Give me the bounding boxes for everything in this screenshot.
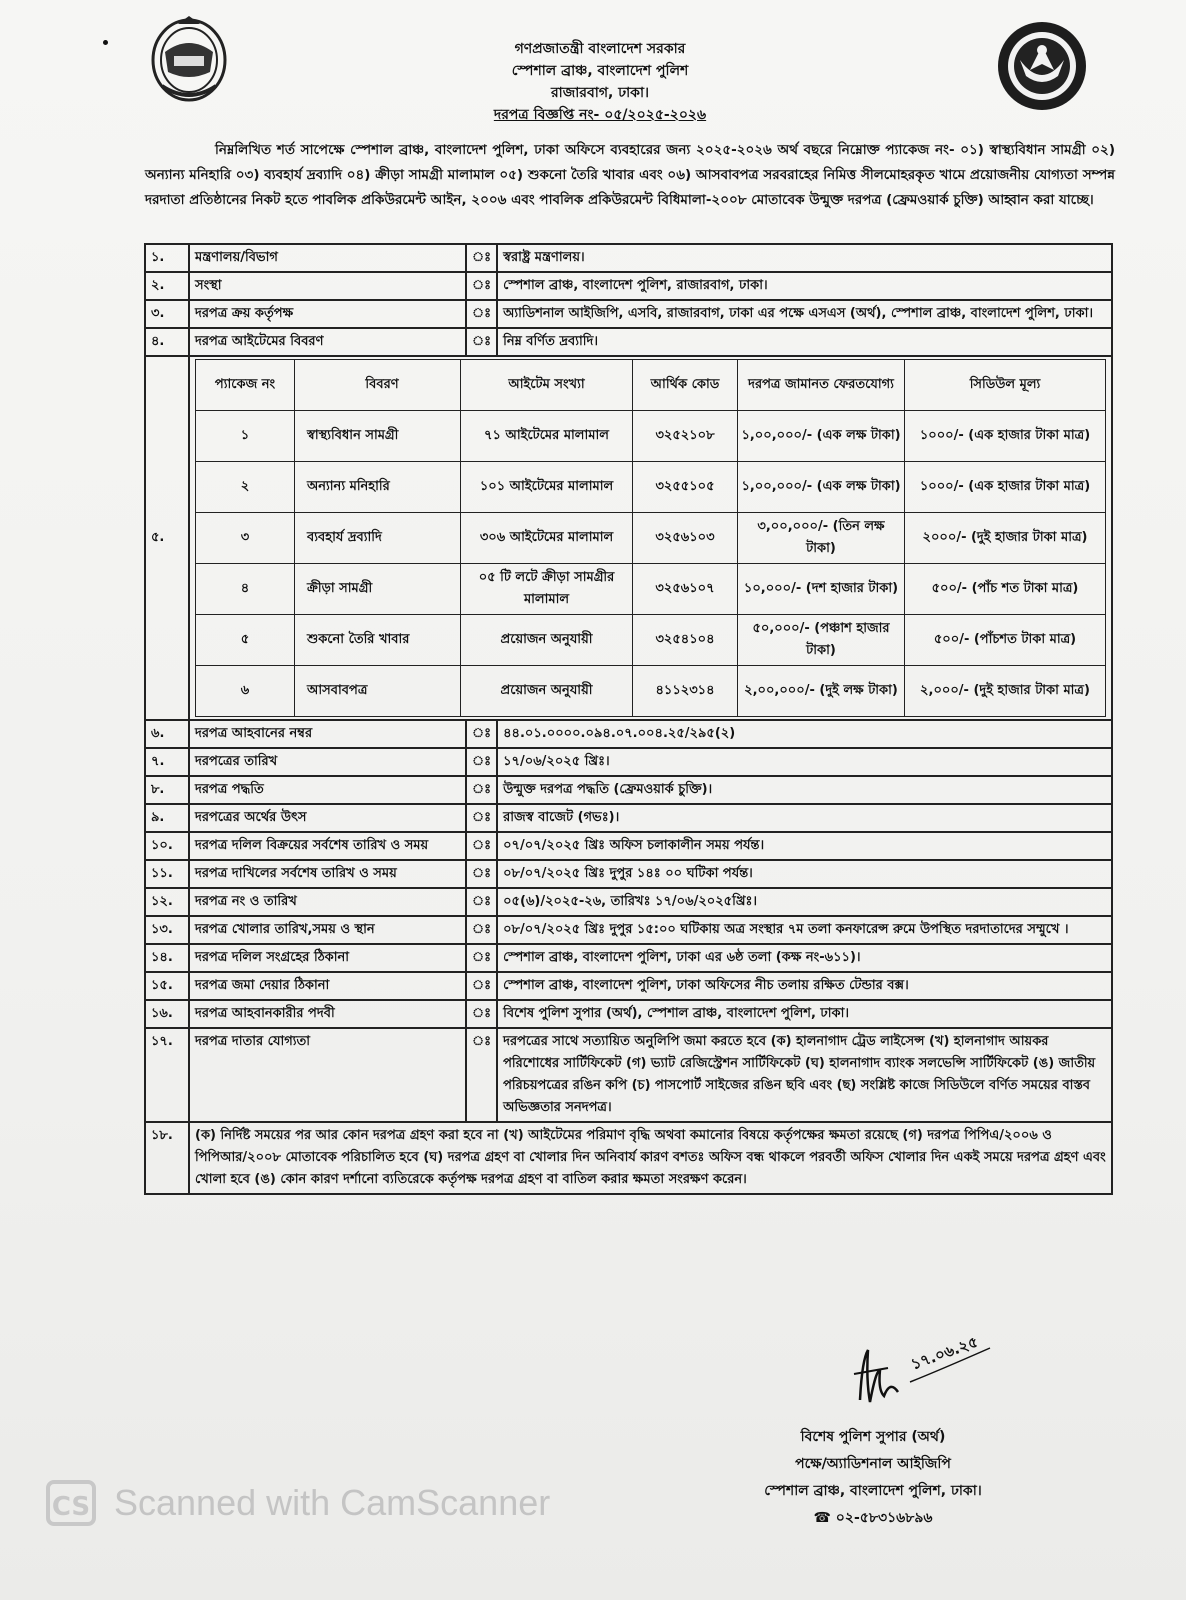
row-value: স্পেশাল ব্রাঞ্চ, বাংলাদেশ পুলিশ, ঢাকা এর ৬ষ্ঠ তলা (কক্ষ নং-৬১১)। <box>497 944 1112 972</box>
package-schedule-price: ৫০০/- (পাঁচশত টাকা মাত্র) <box>905 615 1106 666</box>
signatory-phone <box>718 1505 1028 1532</box>
package-row <box>196 615 1106 666</box>
row-value: স্পেশাল ব্রাঞ্চ, বাংলাদেশ পুলিশ, রাজারবাগ, ঢাকা। <box>497 272 1112 300</box>
row-serial: ১৮. <box>145 1122 189 1194</box>
row-serial: ১৩. <box>145 916 189 944</box>
header-government: গণপ্রজাতন্ত্রী বাংলাদেশ সরকার <box>514 41 686 57</box>
signature-block <box>718 1424 1028 1532</box>
row-colon: ঃ <box>466 832 497 860</box>
camscanner-watermark <box>46 1476 646 1536</box>
package-item-count: ৩০৬ আইটেমের মালামাল <box>461 513 633 564</box>
header-tender-security: দরপত্র জামানত ফেরতযোগ্য <box>738 360 905 411</box>
package-row <box>196 462 1106 513</box>
row-colon: ঃ <box>466 720 497 748</box>
detail-row <box>145 944 1112 972</box>
row-serial: ২. <box>145 272 189 300</box>
detail-row <box>145 1000 1112 1028</box>
row-value: বিশেষ পুলিশ সুপার (অর্থ), স্পেশাল ব্রাঞ্চ, বাংলাদেশ পুলিশ, ঢাকা। <box>497 1000 1112 1028</box>
row-colon: ঃ <box>466 944 497 972</box>
row-serial: ১০. <box>145 832 189 860</box>
package-security: ১,০০,০০০/- (এক লক্ষ টাকা) <box>738 411 905 462</box>
detail-row <box>145 804 1112 832</box>
package-description: ব্যবহার্য দ্রব্যাদি <box>295 513 461 564</box>
package-item-count: ০৫ টি লটে ক্রীড়া সামগ্রীর মালামাল <box>461 564 633 615</box>
row-label: দরপত্র আহবানকারীর পদবী <box>189 1000 466 1028</box>
row-serial: ৪. <box>145 328 189 356</box>
police-emblem-logo <box>148 12 230 104</box>
camscanner-text: Scanned with CamScanner <box>114 1482 551 1523</box>
intro-paragraph: নিম্নলিখিত শর্ত সাপেক্ষে স্পেশাল ব্রাঞ্চ, বাংলাদেশ পুলিশ, ঢাকা অফিসে ব্যবহারের জন্য ২০২৫-২০২৬ অর্থ বছরে নিম্নোক্ত প্যাকেজ নং- ০১) স্বাস্থ্যবিধান সামগ্রী ০২) অন্যান্য মনিহারি ০৩) ব্যবহার্য দ্রব্যাদি ০৪) ক্রীড়া সামগ্রী মালামাল ০৫) শুকনো তৈরি খাবার এবং ০৬) আসবাবপত্র সরবরাহের নিমিত্ত সীলমোহরকৃত খামে প্রয়োজনীয় যোগ্যতা সম্পন্ন দরদাতা প্রতিষ্ঠানের নিকট হতে পাবলিক প্রকিউরমেন্ট আইন, ২০০৬ এবং পাবলিক প্রকিউরমেন্ট বিধিমালা-২০০৮ মোতাবেক উন্মুক্ত দরপত্র (ফ্রেমওয়ার্ক চুক্তি) আহ্বান করা যাচ্ছে। <box>145 142 1115 208</box>
detail-row <box>145 748 1112 776</box>
package-item-count: ৭১ আইটেমের মালামাল <box>461 411 633 462</box>
row-label: দরপত্র দলিল সংগ্রহের ঠিকানা <box>189 944 466 972</box>
row-colon: ঃ <box>466 916 497 944</box>
row-value: নিম্ন বর্ণিত দ্রব্যাদি। <box>497 328 1112 356</box>
row-label: দরপত্র আইটেমের বিবরণ <box>189 328 466 356</box>
row-label: দরপত্র ক্রয় কর্তৃপক্ষ <box>189 300 466 328</box>
detail-row <box>145 860 1112 888</box>
row-serial: ৩. <box>145 300 189 328</box>
package-security: ১০,০০০/- (দশ হাজার টাকা) <box>738 564 905 615</box>
row-colon: ঃ <box>466 244 497 272</box>
package-row <box>196 666 1106 717</box>
row-value: অ্যাডিশনাল আইজিপি, এসবি, রাজারবাগ, ঢাকা এর পক্ষে এসএস (অর্থ), স্পেশাল ব্রাঞ্চ, বাংলাদেশ পুলিশ, ঢাকা। <box>497 300 1112 328</box>
row-label: দরপত্র আহবানের নম্বর <box>189 720 466 748</box>
row-colon: ঃ <box>466 804 497 832</box>
package-no: ৪ <box>196 564 295 615</box>
package-no: ৩ <box>196 513 295 564</box>
row-label: দরপত্র দাতার যোগ্যতা <box>189 1028 466 1122</box>
row-serial: ৭. <box>145 748 189 776</box>
row-label: সংস্থা <box>189 272 466 300</box>
detail-row <box>145 328 1112 356</box>
row-label: দরপত্রের অর্থের উৎস <box>189 804 466 832</box>
detail-row <box>145 272 1112 300</box>
row-value: স্বরাষ্ট্র মন্ত্রণালয়। <box>497 244 1112 272</box>
package-financial-code: ৩২৫২১০৮ <box>633 411 738 462</box>
row-colon: ঃ <box>466 972 497 1000</box>
scan-speck <box>103 40 108 45</box>
document-header <box>300 38 900 126</box>
package-no: ২ <box>196 462 295 513</box>
detail-row <box>145 832 1112 860</box>
row-label: দরপত্র দলিল বিক্রয়ের সর্বশেষ তারিখ ও সময় <box>189 832 466 860</box>
row-serial: ৮. <box>145 776 189 804</box>
row-value: ০৫(৬)/২০২৫-২৬, তারিখঃ ১৭/০৬/২০২৫খ্রিঃ। <box>497 888 1112 916</box>
row-label: দরপত্র জমা দেয়ার ঠিকানা <box>189 972 466 1000</box>
row-value: উন্মুক্ত দরপত্র পদ্ধতি (ফ্রেমওয়ার্ক চুক্তি)। <box>497 776 1112 804</box>
package-header-row <box>196 360 1106 411</box>
row-label: দরপত্র দাখিলের সর্বশেষ তারিখ ও সময় <box>189 860 466 888</box>
detail-row <box>145 888 1112 916</box>
row-serial: ১৭. <box>145 1028 189 1122</box>
phone-icon: ☎ <box>813 1510 831 1526</box>
signatory-office: স্পেশাল ব্রাঞ্চ, বাংলাদেশ পুলিশ, ঢাকা। <box>764 1483 982 1499</box>
row-value: ০৭/০৭/২০২৫ খ্রিঃ অফিস চলাকালীন সময় পর্যন্ত। <box>497 832 1112 860</box>
row-serial: ১৫. <box>145 972 189 1000</box>
row-colon: ঃ <box>466 776 497 804</box>
row-serial: ১৪. <box>145 944 189 972</box>
detail-row <box>145 776 1112 804</box>
signatory-behalf: পক্ষে/অ্যাডিশনাল আইজিপি <box>795 1456 951 1472</box>
header-schedule-price: সিডিউল মূল্য <box>905 360 1106 411</box>
row-value: ০৮/০৭/২০২৫ খ্রিঃ দুপুর ১৫:০০ ঘটিকায় অত্র সংস্থার ৭ম তলা কনফারেন্স রুমে উপস্থিত দরদাতাদের সম্মুখে । <box>497 916 1112 944</box>
row-serial: ১১. <box>145 860 189 888</box>
packages-row <box>145 356 1112 720</box>
package-security: ৫০,০০০/- (পঞ্চাশ হাজার টাকা) <box>738 615 905 666</box>
row-value: দরপত্রের সাথে সত্যায়িত অনুলিপি জমা করতে হবে (ক) হালনাগাদ ট্রেড লাইসেন্স (খ) হালনাগাদ আয়কর পরিশোধের সার্টিফিকেট (গ) ভ্যাট রেজিস্ট্রেশন সার্টিফিকেট (ঘ) হালনাগাদ ব্যাংক সলভেন্সি সার্টিফিকেট (ঙ) জাতীয় পরিচয়পত্রের রঙিন কপি (চ) পাসপোর্ট সাইজের রঙিন ছবি এবং (ছ) সংশ্লিষ্ট কাজে সিডিউলে বর্ণিত সময়ের বাস্তব অভিজ্ঞতার সনদপত্র। <box>497 1028 1112 1122</box>
package-no: ১ <box>196 411 295 462</box>
package-description: শুকনো তৈরি খাবার <box>295 615 461 666</box>
row-colon: ঃ <box>466 748 497 776</box>
header-location: রাজারবাগ, ঢাকা। <box>550 85 650 101</box>
row-value: স্পেশাল ব্রাঞ্চ, বাংলাদেশ পুলিশ, ঢাকা অফিসের নীচ তলায় রক্ষিত টেন্ডার বক্স। <box>497 972 1112 1000</box>
package-schedule-price: ১০০০/- (এক হাজার টাকা মাত্র) <box>905 462 1106 513</box>
signature-date: ১৭.০৬.২৫ <box>908 1332 981 1374</box>
package-security: ৩,০০,০০০/- (তিন লক্ষ টাকা) <box>738 513 905 564</box>
terms-row <box>145 1122 1112 1194</box>
package-no: ৬ <box>196 666 295 717</box>
package-security: ১,০০,০০০/- (এক লক্ষ টাকা) <box>738 462 905 513</box>
package-security: ২,০০,০০০/- (দুই লক্ষ টাকা) <box>738 666 905 717</box>
package-row <box>196 513 1106 564</box>
package-financial-code: ৩২৫৬১০৭ <box>633 564 738 615</box>
row-colon: ঃ <box>466 272 497 300</box>
package-financial-code: ৩২৫৬১০৩ <box>633 513 738 564</box>
row-serial: ৫. <box>145 356 189 720</box>
row-label: দরপত্র খোলার তারিখ,সময় ও স্থান <box>189 916 466 944</box>
header-package-no: প্যাকেজ নং <box>196 360 295 411</box>
tender-notice-number: দরপত্র বিজ্ঞপ্তি নং- ০৫/২০২৫-২০২৬ <box>493 107 707 123</box>
row-colon: ঃ <box>466 328 497 356</box>
detail-row <box>145 916 1112 944</box>
package-description: অন্যান্য মনিহারি <box>295 462 461 513</box>
detail-row <box>145 972 1112 1000</box>
package-description: আসবাবপত্র <box>295 666 461 717</box>
detail-row <box>145 720 1112 748</box>
package-no: ৫ <box>196 615 295 666</box>
header-organization: স্পেশাল ব্রাঞ্চ, বাংলাদেশ পুলিশ <box>511 63 689 79</box>
package-description: ক্রীড়া সামগ্রী <box>295 564 461 615</box>
handwritten-signature <box>840 1330 1020 1420</box>
row-colon: ঃ <box>466 300 497 328</box>
row-value: ৪৪.০১.০০০০.০৯৪.০৭.০০৪.২৫/২৯৫(২) <box>497 720 1112 748</box>
detail-row <box>145 1028 1112 1122</box>
row-label: মন্ত্রণালয়/বিভাগ <box>189 244 466 272</box>
row-value: রাজস্ব বাজেট (গভঃ)। <box>497 804 1112 832</box>
detail-row <box>145 244 1112 272</box>
package-financial-code: ৩২৫৫১০৫ <box>633 462 738 513</box>
row-colon: ঃ <box>466 860 497 888</box>
package-item-count: প্রয়োজন অনুযায়ী <box>461 615 633 666</box>
signatory-title: বিশেষ পুলিশ সুপার (অর্থ) <box>800 1429 946 1445</box>
row-value: ১৭/০৬/২০২৫ খ্রিঃ। <box>497 748 1112 776</box>
row-label: দরপত্র নং ও তারিখ <box>189 888 466 916</box>
row-label: দরপত্র পদ্ধতি <box>189 776 466 804</box>
row-serial: ১২. <box>145 888 189 916</box>
row-serial: ১৬. <box>145 1000 189 1028</box>
package-schedule-price: ৫০০/- (পাঁচ শত টাকা মাত্র) <box>905 564 1106 615</box>
package-item-count: প্রয়োজন অনুযায়ী <box>461 666 633 717</box>
tender-details-table <box>144 243 1113 1195</box>
phone-number: ০২-৫৮৩১৬৮৯৬ <box>835 1510 933 1526</box>
package-schedule-price: ১০০০/- (এক হাজার টাকা মাত্র) <box>905 411 1106 462</box>
package-financial-code: ৪১১২৩১৪ <box>633 666 738 717</box>
row-colon: ঃ <box>466 888 497 916</box>
package-schedule-price: ২০০০/- (দুই হাজার টাকা মাত্র) <box>905 513 1106 564</box>
row-value: ০৮/০৭/২০২৫ খ্রিঃ দুপুর ১৪ঃ ০০ ঘটিকা পর্যন্ত। <box>497 860 1112 888</box>
header-financial-code: আর্থিক কোড <box>633 360 738 411</box>
package-table <box>195 359 1106 717</box>
row-label: দরপত্রের তারিখ <box>189 748 466 776</box>
header-item-count: আইটেম সংখ্যা <box>461 360 633 411</box>
package-row <box>196 564 1106 615</box>
package-item-count: ১০১ আইটেমের মালামাল <box>461 462 633 513</box>
row-colon: ঃ <box>466 1028 497 1122</box>
camscanner-logo: CS <box>46 1480 96 1526</box>
row-serial: ১. <box>145 244 189 272</box>
detail-row <box>145 300 1112 328</box>
row-serial: ৬. <box>145 720 189 748</box>
special-branch-logo <box>990 20 1094 112</box>
header-description: বিবরণ <box>295 360 461 411</box>
package-description: স্বাস্থ্যবিধান সামগ্রী <box>295 411 461 462</box>
package-schedule-price: ২,০০০/- (দুই হাজার টাকা মাত্র) <box>905 666 1106 717</box>
row-serial: ৯. <box>145 804 189 832</box>
row-colon: ঃ <box>466 1000 497 1028</box>
package-row <box>196 411 1106 462</box>
package-financial-code: ৩২৫৪১০৪ <box>633 615 738 666</box>
terms-text: (ক) নির্দিষ্ট সময়ের পর আর কোন দরপত্র গ্রহণ করা হবে না (খ) আইটেমের পরিমাণ বৃদ্ধি অথবা কমানোর বিষয়ে কর্তৃপক্ষের ক্ষমতা রয়েছে (গ) দরপত্র পিপিএ/২০০৬ ও পিপিআর/২০০৮ মোতাবেক পরিচালিত হবে (ঘ) দরপত্র গ্রহণ বা খোলার দিন অনিবার্য কারণ বশতঃ অফিস বন্ধ থাকলে পরবর্তী অফিস খোলার দিন একই সময়ে দরপত্র গ্রহণ এবং খোলা হবে (ঙ) কোন কারণ দর্শানো ব্যতিরেকে কর্তৃপক্ষ দরপত্র গ্রহণ বা বাতিল করার ক্ষমতা সংরক্ষণ করেন। <box>189 1122 1112 1194</box>
